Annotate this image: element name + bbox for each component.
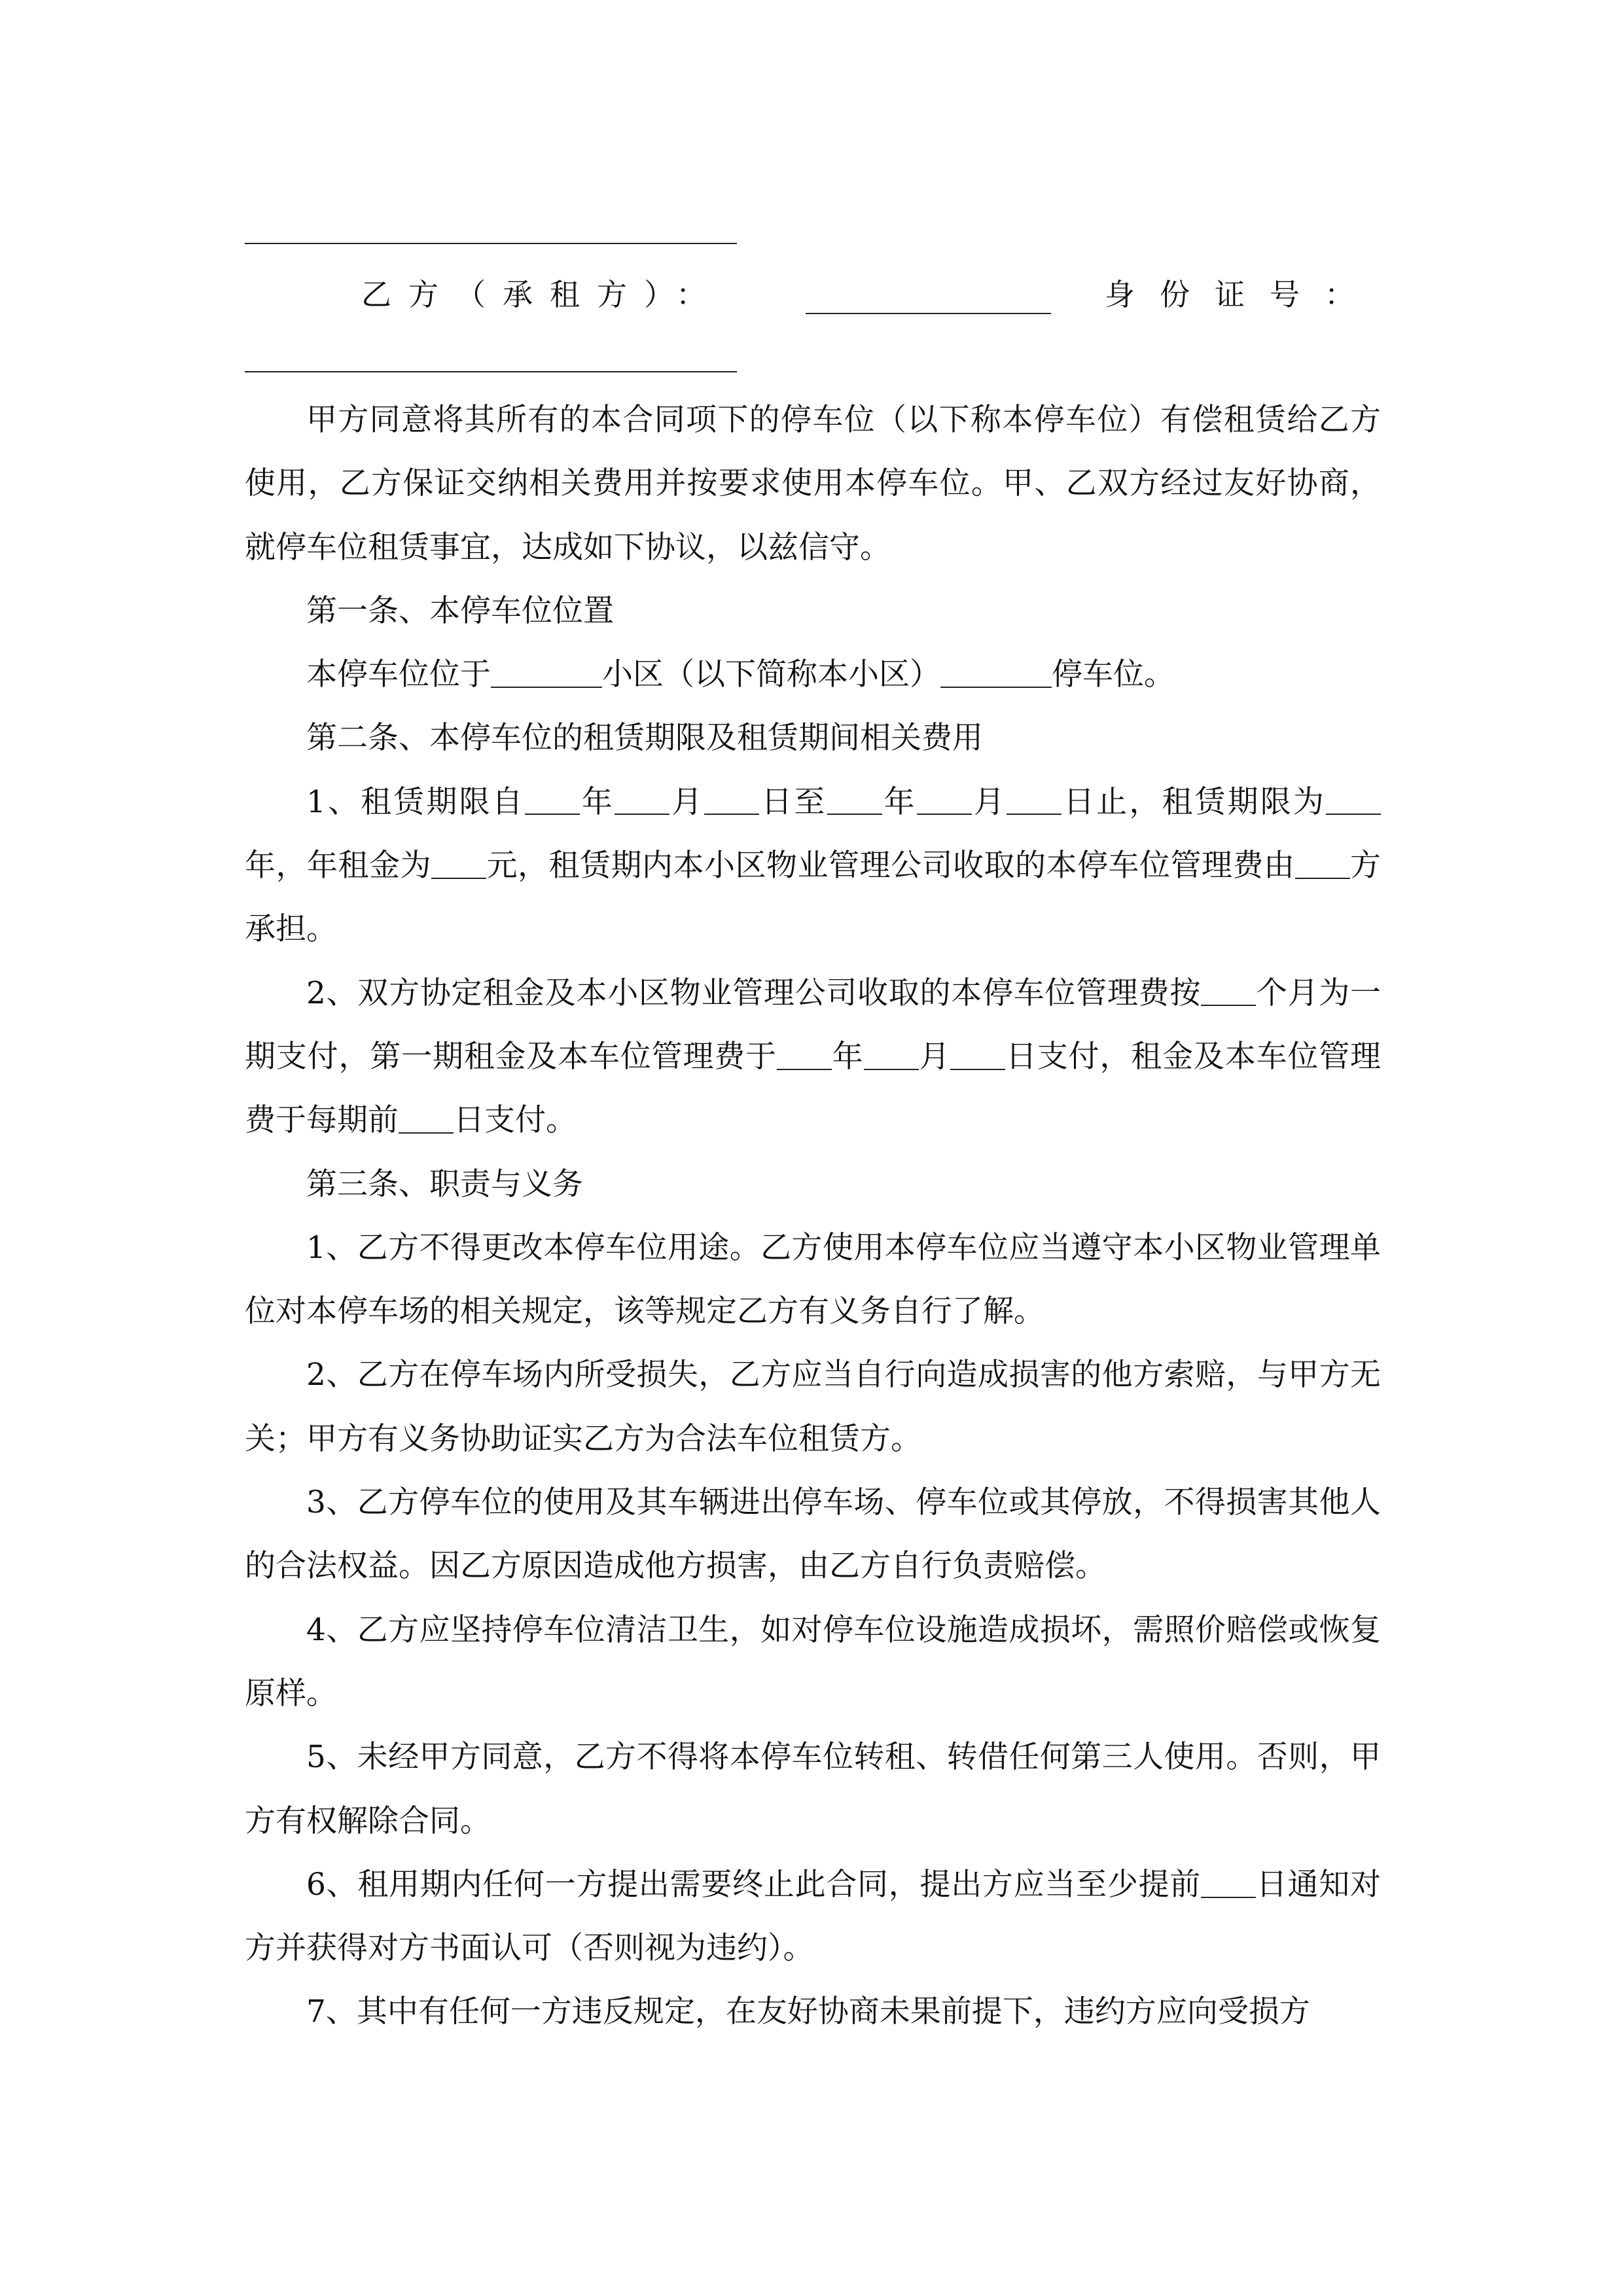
- article-2-clause-2: 2、双方协定租金及本小区物业管理公司收取的本停车位管理费按 个月为一期支付，第一期租金及本车位管理费于 年 月 日支付，租金及本车位管理费于每期前 日支付。: [245, 975, 1382, 1139]
- party-b-label: 乙方（承租方）：: [361, 277, 723, 312]
- article-3-clause-2: 2、乙方在停车场内所受损失，乙方应当自行向造成损害的他方索赔，与甲方无关；甲方有义务协助证实乙方为合法车位租赁方。: [245, 1357, 1381, 1457]
- blank: [615, 783, 669, 815]
- blank: [1295, 847, 1350, 879]
- top-signature-line: [245, 243, 737, 244]
- article-2-title: 第二条、本停车位的租赁期限及租赁期间相关费用: [306, 720, 983, 757]
- article-1-title: 第一条、本停车位位置: [306, 592, 614, 629]
- blank: [1201, 974, 1256, 1006]
- article-3-clause-5: 5、未经甲方同意，乙方不得将本停车位转租、转借任何第三人使用。否则，甲方有权解除合同。: [245, 1739, 1381, 1839]
- article-3-clause-6: 6、租用期内任何一方提出需要终止此合同，提出方应当至少提前 日通知对方并获得对方书面认可（否则视为违约）。: [245, 1866, 1381, 1967]
- blank: [1007, 783, 1061, 815]
- blank: [777, 1038, 832, 1070]
- article-2-clause-1: 1、租赁期限自 年 月 日至 年 月 日止，租赁期限为年，年租金为 元，租赁期内本小区物业管理公司收取的本停车位管理费由 方承担。: [245, 783, 1381, 948]
- blank: [525, 783, 580, 815]
- article-3-clause-7: 7、其中有任何一方违反规定，在友好协商未果前提下，违约方应向受损方: [306, 1994, 1310, 2030]
- id-number-label: 身份证号：: [1105, 277, 1380, 312]
- blank: [864, 1038, 919, 1070]
- blank: [704, 783, 759, 815]
- blank: [827, 783, 882, 815]
- blank: [940, 656, 1052, 688]
- article-3-clause-1: 1、乙方不得更改本停车位用途。乙方使用本停车位应当遵守本小区物业管理单位对本停车场的相关规定，该等规定乙方有义务自行了解。: [245, 1229, 1381, 1330]
- intro-paragraph: 甲方同意将其所有的本合同项下的停车位（以下称本停车位）有偿租赁给乙方使用，乙方保证交纳相关费用并按要求使用本停车位。甲、乙双方经过友好协商，就停车位租赁事宜，达成如下协议，以兹信守。: [245, 402, 1381, 565]
- party-b-line: [245, 268, 1380, 321]
- blank: [431, 847, 486, 879]
- blank: [491, 656, 602, 688]
- contract-body: [245, 388, 1381, 2044]
- blank: [917, 783, 972, 815]
- article-3-clause-4: 4、乙方应坚持停车位清洁卫生，如对停车位设施造成损坏，需照价赔偿或恢复原样。: [245, 1611, 1381, 1712]
- id-number-line: [245, 371, 737, 372]
- blank: [1201, 1866, 1256, 1898]
- article-3-title: 第三条、职责与义务: [306, 1166, 583, 1202]
- party-b-name-blank: [806, 275, 1051, 314]
- article-3-clause-3: 3、乙方停车位的使用及其车辆进出停车场、停车位或其停放，不得损害其他人的合法权益。因乙方原因造成他方损害，由乙方自行负责赔偿。: [245, 1484, 1381, 1585]
- blank: [1326, 783, 1381, 815]
- blank: [399, 1102, 454, 1134]
- article-1-text: 本停车位位于 小区（以下简称本小区） 停车位。: [306, 656, 1175, 693]
- blank: [950, 1038, 1005, 1070]
